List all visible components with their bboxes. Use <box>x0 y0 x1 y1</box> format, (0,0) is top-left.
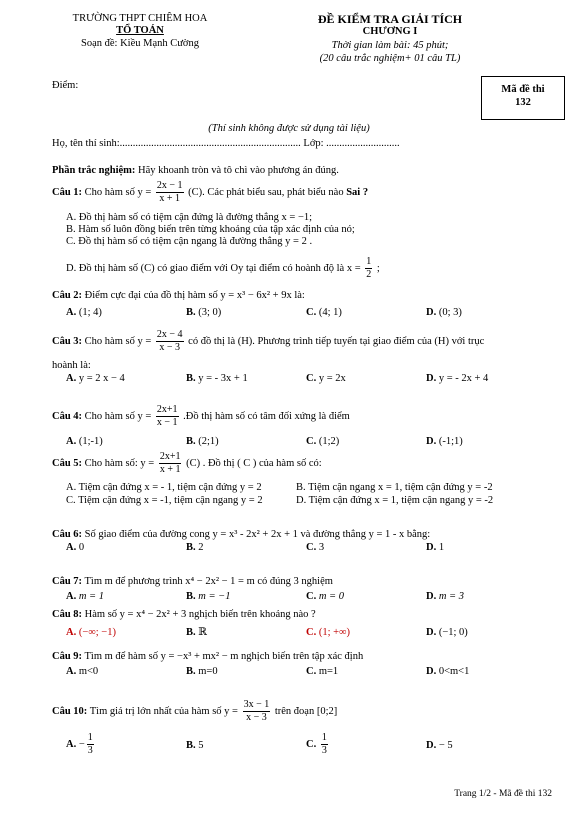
q3-option-a[interactable]: A. y = 2 x − 4 <box>66 373 125 384</box>
fraction: $\frac{2x+1}{x + 1}$ <box>159 451 181 475</box>
question-6: Câu 6: Số giao điểm của đường cong y = x³ - 2x² + 2x + 1 và đường thẳng y = 1 - x bằng: <box>52 529 431 540</box>
q5-option-a[interactable]: A. Tiệm cận đứng x = - 1, tiệm cận đứng y = 2 <box>66 482 262 493</box>
intro-bold: Phần trắc nghiệm: <box>52 165 136 176</box>
q2-option-c[interactable]: C. (4; 1) <box>306 307 342 318</box>
q4-option-a[interactable]: A. (1;-1) <box>66 436 103 447</box>
q3-option-d[interactable]: D. y = - 2x + 4 <box>426 373 489 384</box>
intro <box>52 165 339 178</box>
chapter: CHƯƠNG I <box>362 26 418 37</box>
fraction: $\frac{2x - 1}{x + 1}$ <box>156 180 183 204</box>
department: TỔ TOÁN <box>116 25 164 36</box>
question-emphasis: Sai ? <box>346 186 369 198</box>
q5-option-d[interactable]: D. Tiệm cận đứng x = 1, tiệm cận ngang y = -2 <box>296 495 494 506</box>
exam-code-value: 132 <box>515 96 531 108</box>
exam-code-box <box>481 76 565 120</box>
question-2: Câu 2: Điểm cực đại của đồ thị hàm số y = x³ − 6x² + 9x là: <box>52 290 305 301</box>
q1-option-d[interactable]: D. Đồ thị hàm số (C) có giao điểm với Oy tại điểm có hoành độ là x = $\frac{1}{2}$ ; <box>66 256 380 280</box>
q6-option-c[interactable]: C. 3 <box>306 542 325 553</box>
q1-option-c[interactable]: C. Đồ thị hàm số có tiệm cận ngang là đường thẳng y = 2 . <box>66 236 313 247</box>
q2-option-a[interactable]: A. (1; 4) <box>66 307 102 318</box>
question-text: (C). Các phát biểu sau, phát biểu nào <box>185 186 347 198</box>
q2-option-d[interactable]: D. (0; 3) <box>426 307 462 318</box>
q5-option-b[interactable]: B. Tiệm cận ngang x = 1, tiệm cận đứng y = -2 <box>296 482 493 493</box>
question-4: Câu 4: Cho hàm số y = $\frac{2x+1}{x - 1}$ .Đồ thị hàm số có tâm đối xứng là điểm <box>52 404 350 428</box>
exam-format: (20 câu trắc nghiệm+ 01 câu TL) <box>319 53 461 64</box>
exam-title: ĐỀ KIỂM TRA GIẢI TÍCH <box>317 12 463 26</box>
q4-option-c[interactable]: C. (1;2) <box>306 436 340 447</box>
question-8: Câu 8: Hàm số y = x⁴ − 2x² + 3 nghịch biến trên khoảng nào ? <box>52 609 316 620</box>
q10-option-c[interactable]: C. $\frac{1}{3}$ <box>306 732 327 756</box>
q8-option-c[interactable]: C. (1; +∞) <box>306 627 351 638</box>
q7-option-c[interactable]: C. m = 0 <box>306 591 345 602</box>
fraction: $\frac{2x - 4}{x - 3}$ <box>156 329 183 353</box>
q10-option-a[interactable]: A. − $\frac{1}{3}$ <box>66 732 93 756</box>
q4-option-b[interactable]: B. (2;1) <box>186 436 219 447</box>
q8-option-d[interactable]: D. (−1; 0) <box>426 627 468 638</box>
question-10: Câu 10: Tìm giá trị lớn nhất của hàm số y = $\frac{3x - 1}{x - 3}$ trên đoạn [0;2] <box>52 699 338 723</box>
question-7: Câu 7: Tìm m để phương trình x⁴ − 2x² − 1 = m có đúng 3 nghiệm <box>52 576 333 587</box>
q9-option-d[interactable]: D. 0<m<1 <box>426 666 470 677</box>
question-label: Câu 1: <box>52 186 83 198</box>
q2-option-b[interactable]: B. (3; 0) <box>186 307 222 318</box>
q8-option-a[interactable]: A. (−∞; −1) <box>66 627 116 638</box>
name-line: Họ, tên thí sinh:..................................................................... Lớp: ............................ <box>52 138 400 149</box>
score-label: Điểm: <box>52 80 79 91</box>
q7-option-a[interactable]: A. m = 1 <box>66 591 105 602</box>
question-5: Câu 5: Cho hàm số: y = $\frac{2x+1}{x + 1}$ (C) . Đồ thị ( C ) của hàm số có: <box>52 451 322 475</box>
intro-rest: Hãy khoanh tròn và tô chì vào phương án đúng. <box>135 165 339 176</box>
q4-option-d[interactable]: D. (-1;1) <box>426 436 463 447</box>
exam-code-label: Mã đề thi <box>501 84 545 95</box>
q6-option-b[interactable]: B. 2 <box>186 542 204 553</box>
question-1 <box>52 181 368 204</box>
q9-option-b[interactable]: B. m=0 <box>186 666 218 677</box>
fraction: $\frac{1}{2}$ <box>366 256 372 280</box>
fraction: $\frac{1}{3}$ <box>321 732 327 756</box>
q5-option-c[interactable]: C. Tiệm cận đứng x = -1, tiệm cận ngang y = 2 <box>66 495 263 506</box>
q6-option-d[interactable]: D. 1 <box>426 542 445 553</box>
q1-option-b[interactable]: B. Hàm số luôn đồng biến trên từng khoảng của tập xác định của nó; <box>66 224 355 235</box>
time-limit: Thời gian làm bài: 45 phút; <box>331 40 449 51</box>
question-9: Câu 9: Tìm m để hàm số y = −x³ + mx² − m nghịch biến trên tập xác định <box>52 651 364 662</box>
q9-option-a[interactable]: A. m<0 <box>66 666 99 677</box>
question-3: Câu 3: Cho hàm số y = $\frac{2x - 4}{x - 3}$ có đồ thị là (H). Phương trình tiếp tuyến tại giao điểm của (H) với trục <box>52 329 485 353</box>
school-name: TRƯỜNG THPT CHIÊM HOA <box>72 13 208 24</box>
fraction: $\frac{1}{3}$ <box>87 732 93 756</box>
q3-option-c[interactable]: C. y = 2x <box>306 373 346 384</box>
q7-option-b[interactable]: B. m = −1 <box>186 591 231 602</box>
q1-option-a[interactable]: A. Đồ thị hàm số có tiệm cận đứng là đường thẳng x = −1; <box>66 212 313 223</box>
fraction: $\frac{2x+1}{x - 1}$ <box>156 404 178 428</box>
q6-option-a[interactable]: A. 0 <box>66 542 85 553</box>
notice: (Thí sinh không được sử dụng tài liệu) <box>208 123 370 134</box>
page-footer: Trang 1/2 - Mã đề thi 132 <box>454 789 552 799</box>
q8-option-b[interactable]: B. ℝ <box>186 627 207 638</box>
q10-option-d[interactable]: D. − 5 <box>426 740 453 751</box>
q10-option-b[interactable]: B. 5 <box>186 740 204 751</box>
author: Soạn đề: Kiều Mạnh Cường <box>81 38 199 49</box>
question-text: Cho hàm số y = <box>82 186 154 198</box>
question-3-cont: hoành là: <box>52 360 91 371</box>
q3-option-b[interactable]: B. y = - 3x + 1 <box>186 373 248 384</box>
q7-option-d[interactable]: D. m = 3 <box>426 591 465 602</box>
fraction: $\frac{3x - 1}{x - 3}$ <box>243 699 270 723</box>
q9-option-c[interactable]: C. m=1 <box>306 666 339 677</box>
